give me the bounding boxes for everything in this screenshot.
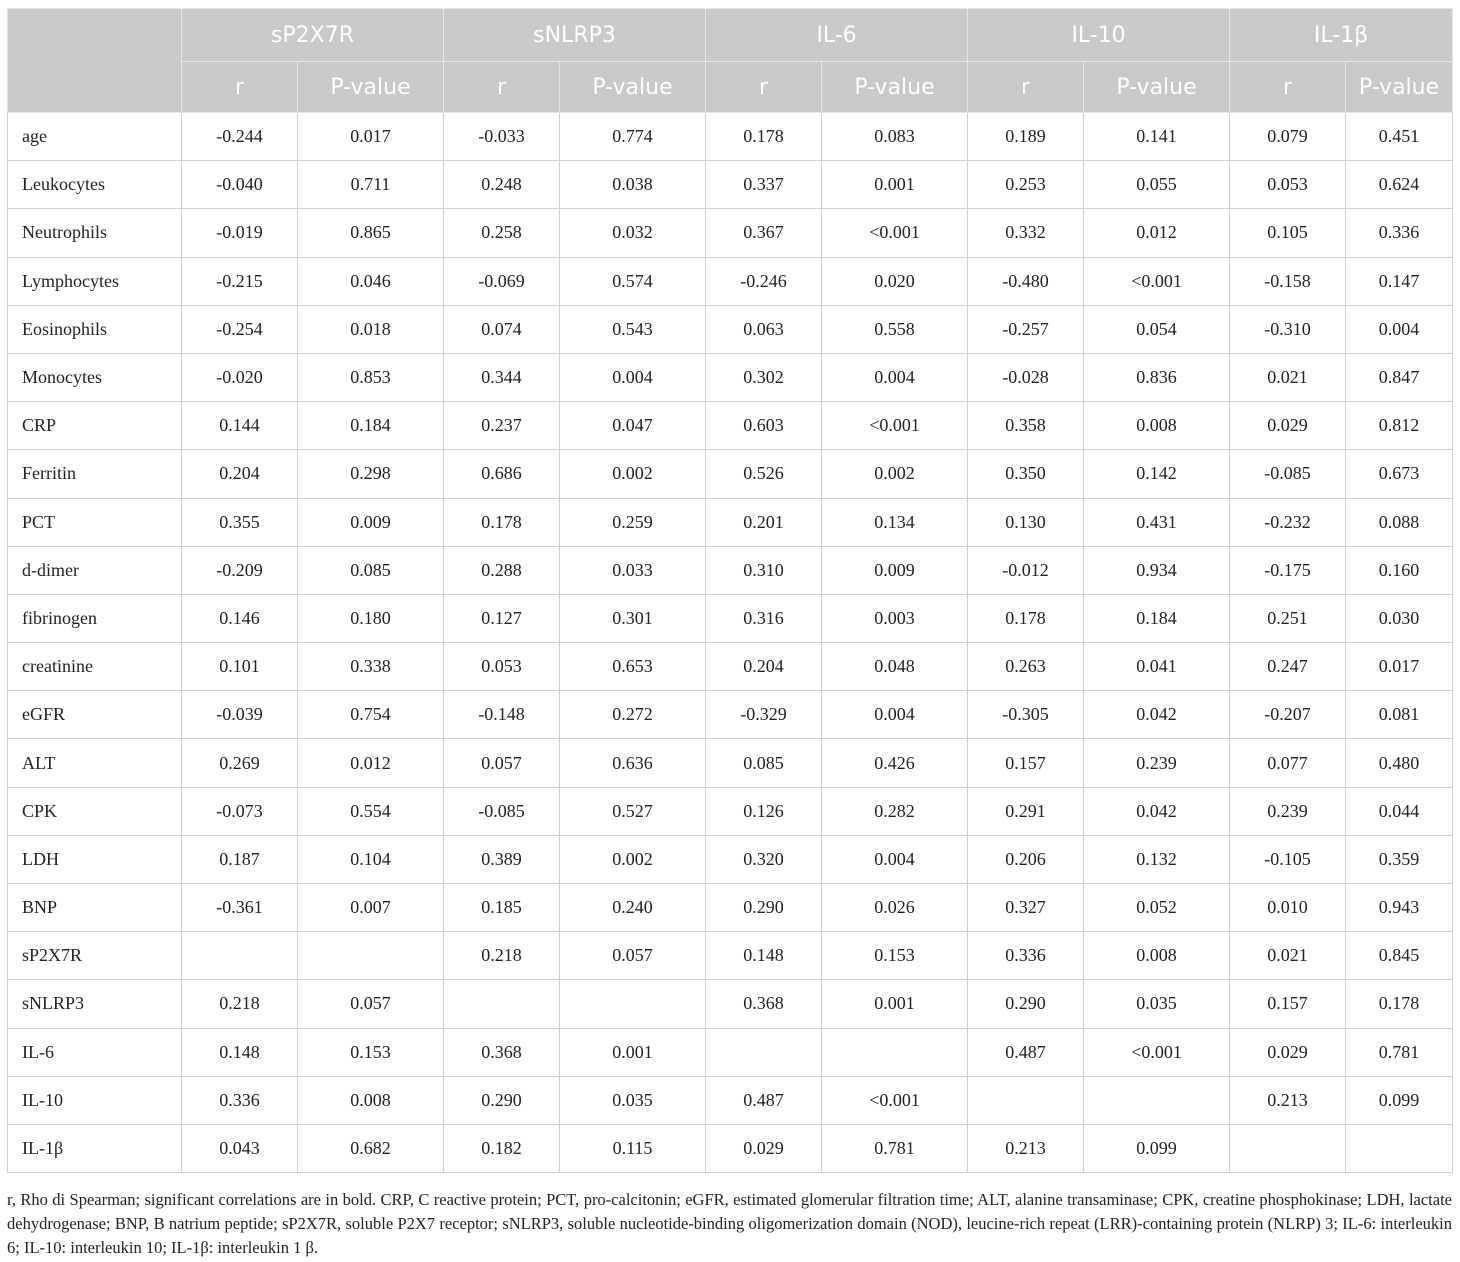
header-row-subheaders bbox=[8, 62, 1453, 113]
cell-p-value: 0.057 bbox=[560, 932, 706, 980]
cell-p-value: 0.035 bbox=[1084, 980, 1230, 1028]
subheader-r: r bbox=[182, 62, 298, 113]
cell-p-value: 0.099 bbox=[1346, 1076, 1453, 1124]
cell-p-value: 0.711 bbox=[298, 161, 444, 209]
table-row bbox=[8, 643, 1453, 691]
cell-r-value: 0.206 bbox=[968, 835, 1084, 883]
table-row bbox=[8, 594, 1453, 642]
cell-r-value: -0.254 bbox=[182, 305, 298, 353]
cell-p-value: 0.543 bbox=[560, 305, 706, 353]
cell-p-value: 0.001 bbox=[560, 1028, 706, 1076]
cell-p-value: 0.048 bbox=[822, 643, 968, 691]
cell-r-value: 0.332 bbox=[968, 209, 1084, 257]
cell-r-value: 0.105 bbox=[1230, 209, 1346, 257]
table-header bbox=[8, 9, 1453, 113]
cell-r-value: 0.021 bbox=[1230, 353, 1346, 401]
table-row bbox=[8, 884, 1453, 932]
header-group-il1b: IL-1β bbox=[1230, 9, 1453, 62]
cell-r-value: 0.389 bbox=[444, 835, 560, 883]
cell-p-value: 0.018 bbox=[298, 305, 444, 353]
cell-p-value: 0.004 bbox=[1346, 305, 1453, 353]
row-label: IL-1β bbox=[8, 1124, 182, 1172]
cell-r-value: 0.350 bbox=[968, 450, 1084, 498]
cell-r-value: -0.329 bbox=[706, 691, 822, 739]
cell-p-value: <0.001 bbox=[1084, 257, 1230, 305]
cell-p-value: 0.673 bbox=[1346, 450, 1453, 498]
cell-r-value: 0.029 bbox=[1230, 402, 1346, 450]
cell-r-value: 0.487 bbox=[706, 1076, 822, 1124]
cell-r-value: -0.020 bbox=[182, 353, 298, 401]
cell-p-value: 0.054 bbox=[1084, 305, 1230, 353]
row-label: Neutrophils bbox=[8, 209, 182, 257]
cell-r-value: 0.290 bbox=[444, 1076, 560, 1124]
table-row bbox=[8, 787, 1453, 835]
cell-p-value: 0.004 bbox=[822, 353, 968, 401]
table-row bbox=[8, 257, 1453, 305]
subheader-r: r bbox=[1230, 62, 1346, 113]
correlation-table-container bbox=[7, 8, 1452, 1173]
table-row bbox=[8, 1076, 1453, 1124]
cell-r-value: 0.053 bbox=[1230, 161, 1346, 209]
cell-p-value: 0.047 bbox=[560, 402, 706, 450]
row-label: ALT bbox=[8, 739, 182, 787]
cell-p-value: 0.480 bbox=[1346, 739, 1453, 787]
cell-p-value: 0.009 bbox=[298, 498, 444, 546]
cell-p-value: 0.132 bbox=[1084, 835, 1230, 883]
cell-p-value: 0.052 bbox=[1084, 884, 1230, 932]
subheader-r: r bbox=[706, 62, 822, 113]
cell-p-value: 0.008 bbox=[1084, 402, 1230, 450]
row-label: creatinine bbox=[8, 643, 182, 691]
cell-p-value bbox=[822, 1028, 968, 1076]
cell-r-value: 0.253 bbox=[968, 161, 1084, 209]
cell-p-value: 0.007 bbox=[298, 884, 444, 932]
cell-p-value: 0.044 bbox=[1346, 787, 1453, 835]
header-group-il6: IL-6 bbox=[706, 9, 968, 62]
cell-r-value: 0.302 bbox=[706, 353, 822, 401]
subheader-p-value: P-value bbox=[822, 62, 968, 113]
cell-r-value: 0.178 bbox=[706, 113, 822, 161]
cell-r-value: 0.290 bbox=[706, 884, 822, 932]
cell-p-value: 0.527 bbox=[560, 787, 706, 835]
cell-r-value: 0.010 bbox=[1230, 884, 1346, 932]
cell-r-value: 0.248 bbox=[444, 161, 560, 209]
cell-p-value: 0.033 bbox=[560, 546, 706, 594]
cell-r-value: 0.327 bbox=[968, 884, 1084, 932]
cell-p-value: 0.153 bbox=[822, 932, 968, 980]
cell-r-value: 0.029 bbox=[706, 1124, 822, 1172]
cell-p-value bbox=[1346, 1124, 1453, 1172]
cell-p-value: 0.624 bbox=[1346, 161, 1453, 209]
cell-p-value: 0.003 bbox=[822, 594, 968, 642]
cell-p-value: 0.781 bbox=[822, 1124, 968, 1172]
cell-p-value: 0.142 bbox=[1084, 450, 1230, 498]
cell-p-value: 0.781 bbox=[1346, 1028, 1453, 1076]
row-label: CRP bbox=[8, 402, 182, 450]
cell-p-value: 0.240 bbox=[560, 884, 706, 932]
cell-r-value: 0.290 bbox=[968, 980, 1084, 1028]
subheader-p-value: P-value bbox=[560, 62, 706, 113]
cell-p-value: 0.147 bbox=[1346, 257, 1453, 305]
row-label: d-dimer bbox=[8, 546, 182, 594]
cell-p-value: 0.574 bbox=[560, 257, 706, 305]
cell-p-value: 0.115 bbox=[560, 1124, 706, 1172]
cell-p-value: 0.282 bbox=[822, 787, 968, 835]
row-label: sNLRP3 bbox=[8, 980, 182, 1028]
cell-r-value: 0.204 bbox=[182, 450, 298, 498]
cell-r-value: 0.251 bbox=[1230, 594, 1346, 642]
cell-r-value: 0.144 bbox=[182, 402, 298, 450]
table-row bbox=[8, 113, 1453, 161]
row-label: Monocytes bbox=[8, 353, 182, 401]
cell-r-value: 0.178 bbox=[968, 594, 1084, 642]
cell-r-value: 0.258 bbox=[444, 209, 560, 257]
cell-r-value: 0.021 bbox=[1230, 932, 1346, 980]
cell-p-value: 0.160 bbox=[1346, 546, 1453, 594]
subheader-p-value: P-value bbox=[1346, 62, 1453, 113]
row-label: LDH bbox=[8, 835, 182, 883]
cell-r-value: -0.257 bbox=[968, 305, 1084, 353]
cell-p-value: 0.020 bbox=[822, 257, 968, 305]
row-label: fibrinogen bbox=[8, 594, 182, 642]
cell-r-value: 0.368 bbox=[706, 980, 822, 1028]
table-row bbox=[8, 498, 1453, 546]
subheader-p-value: P-value bbox=[1084, 62, 1230, 113]
cell-r-value: -0.033 bbox=[444, 113, 560, 161]
cell-p-value: 0.336 bbox=[1346, 209, 1453, 257]
cell-r-value: 0.157 bbox=[1230, 980, 1346, 1028]
cell-p-value: 0.239 bbox=[1084, 739, 1230, 787]
row-label: PCT bbox=[8, 498, 182, 546]
cell-p-value: 0.184 bbox=[1084, 594, 1230, 642]
correlation-table bbox=[7, 8, 1453, 1173]
cell-p-value: 0.017 bbox=[298, 113, 444, 161]
header-group-sp2x7r: sP2X7R bbox=[182, 9, 444, 62]
cell-p-value: 0.153 bbox=[298, 1028, 444, 1076]
header-group-snlrp3: sNLRP3 bbox=[444, 9, 706, 62]
table-row bbox=[8, 980, 1453, 1028]
cell-p-value: 0.836 bbox=[1084, 353, 1230, 401]
cell-r-value: 0.148 bbox=[706, 932, 822, 980]
cell-r-value bbox=[706, 1028, 822, 1076]
cell-r-value: 0.218 bbox=[182, 980, 298, 1028]
subheader-r: r bbox=[968, 62, 1084, 113]
cell-r-value: 0.344 bbox=[444, 353, 560, 401]
cell-r-value: 0.686 bbox=[444, 450, 560, 498]
cell-r-value: 0.043 bbox=[182, 1124, 298, 1172]
cell-p-value: 0.426 bbox=[822, 739, 968, 787]
cell-r-value: 0.063 bbox=[706, 305, 822, 353]
cell-r-value: 0.130 bbox=[968, 498, 1084, 546]
cell-r-value: 0.355 bbox=[182, 498, 298, 546]
cell-r-value: 0.085 bbox=[706, 739, 822, 787]
table-footnote: r, Rho di Spearman; significant correlations are in bold. CRP, C reactive protein; PCT, pro-calcitonin; eGFR, estimated glomerular filtration time; ALT, alanine transaminase; CPK, creatine phosphokinase; LDH, lactate dehydrogenase; BNP, B natrium peptide; sP2X7R, soluble P2X7 receptor; sNLRP3, soluble nucleotide-binding oligomerization domain (NOD), leucine-rich repeat (LRR)-containing protein (NLRP) 3; IL-6: interleukin 6; IL-10: interleukin 10; IL-1β: interleukin 1 β. bbox=[7, 1190, 1452, 1257]
cell-p-value: 0.259 bbox=[560, 498, 706, 546]
row-label: sP2X7R bbox=[8, 932, 182, 980]
cell-r-value: 0.239 bbox=[1230, 787, 1346, 835]
cell-r-value: 0.101 bbox=[182, 643, 298, 691]
cell-r-value: -0.209 bbox=[182, 546, 298, 594]
table-row bbox=[8, 1124, 1453, 1172]
table-row bbox=[8, 739, 1453, 787]
cell-p-value: 0.845 bbox=[1346, 932, 1453, 980]
cell-r-value bbox=[182, 932, 298, 980]
cell-p-value: 0.004 bbox=[560, 353, 706, 401]
table-body bbox=[8, 113, 1453, 1173]
cell-r-value: 0.368 bbox=[444, 1028, 560, 1076]
cell-p-value: 0.001 bbox=[822, 161, 968, 209]
cell-p-value: 0.359 bbox=[1346, 835, 1453, 883]
cell-p-value: 0.012 bbox=[298, 739, 444, 787]
cell-r-value: -0.085 bbox=[444, 787, 560, 835]
cell-p-value: 0.853 bbox=[298, 353, 444, 401]
cell-r-value: 0.213 bbox=[968, 1124, 1084, 1172]
cell-r-value: -0.085 bbox=[1230, 450, 1346, 498]
cell-r-value: 0.187 bbox=[182, 835, 298, 883]
cell-p-value: 0.055 bbox=[1084, 161, 1230, 209]
cell-r-value: 0.320 bbox=[706, 835, 822, 883]
cell-r-value: 0.204 bbox=[706, 643, 822, 691]
cell-p-value: 0.558 bbox=[822, 305, 968, 353]
cell-p-value: 0.057 bbox=[298, 980, 444, 1028]
cell-r-value: 0.237 bbox=[444, 402, 560, 450]
table-row bbox=[8, 305, 1453, 353]
cell-p-value: 0.012 bbox=[1084, 209, 1230, 257]
row-label: Leukocytes bbox=[8, 161, 182, 209]
cell-p-value: 0.301 bbox=[560, 594, 706, 642]
cell-p-value bbox=[560, 980, 706, 1028]
header-group-il10: IL-10 bbox=[968, 9, 1230, 62]
cell-r-value: -0.244 bbox=[182, 113, 298, 161]
cell-r-value: 0.148 bbox=[182, 1028, 298, 1076]
cell-r-value: -0.019 bbox=[182, 209, 298, 257]
cell-r-value: 0.201 bbox=[706, 498, 822, 546]
row-label: Ferritin bbox=[8, 450, 182, 498]
cell-r-value: 0.185 bbox=[444, 884, 560, 932]
table-row bbox=[8, 353, 1453, 401]
cell-r-value: 0.310 bbox=[706, 546, 822, 594]
cell-p-value: 0.338 bbox=[298, 643, 444, 691]
cell-p-value: 0.178 bbox=[1346, 980, 1453, 1028]
table-row bbox=[8, 835, 1453, 883]
cell-r-value: -0.480 bbox=[968, 257, 1084, 305]
cell-p-value: 0.653 bbox=[560, 643, 706, 691]
cell-r-value: 0.189 bbox=[968, 113, 1084, 161]
cell-r-value: 0.079 bbox=[1230, 113, 1346, 161]
cell-p-value: 0.451 bbox=[1346, 113, 1453, 161]
cell-r-value: 0.263 bbox=[968, 643, 1084, 691]
cell-r-value: 0.337 bbox=[706, 161, 822, 209]
table-row bbox=[8, 1028, 1453, 1076]
cell-r-value: 0.367 bbox=[706, 209, 822, 257]
cell-r-value: 0.358 bbox=[968, 402, 1084, 450]
row-label: eGFR bbox=[8, 691, 182, 739]
table-row bbox=[8, 209, 1453, 257]
row-label: BNP bbox=[8, 884, 182, 932]
row-label: age bbox=[8, 113, 182, 161]
cell-p-value: 0.035 bbox=[560, 1076, 706, 1124]
cell-r-value: 0.127 bbox=[444, 594, 560, 642]
cell-r-value: -0.039 bbox=[182, 691, 298, 739]
cell-p-value: 0.042 bbox=[1084, 787, 1230, 835]
cell-r-value: -0.158 bbox=[1230, 257, 1346, 305]
cell-r-value: 0.157 bbox=[968, 739, 1084, 787]
cell-r-value: 0.336 bbox=[182, 1076, 298, 1124]
cell-p-value: 0.934 bbox=[1084, 546, 1230, 594]
cell-r-value: 0.074 bbox=[444, 305, 560, 353]
table-row bbox=[8, 161, 1453, 209]
cell-r-value bbox=[444, 980, 560, 1028]
cell-r-value: 0.146 bbox=[182, 594, 298, 642]
table-row bbox=[8, 932, 1453, 980]
cell-r-value: 0.487 bbox=[968, 1028, 1084, 1076]
row-label: Lymphocytes bbox=[8, 257, 182, 305]
cell-p-value: 0.943 bbox=[1346, 884, 1453, 932]
cell-r-value: 0.316 bbox=[706, 594, 822, 642]
cell-p-value: 0.004 bbox=[822, 691, 968, 739]
cell-p-value: 0.812 bbox=[1346, 402, 1453, 450]
cell-r-value: 0.029 bbox=[1230, 1028, 1346, 1076]
cell-r-value: -0.073 bbox=[182, 787, 298, 835]
cell-p-value: 0.017 bbox=[1346, 643, 1453, 691]
cell-r-value: 0.526 bbox=[706, 450, 822, 498]
cell-p-value: 0.272 bbox=[560, 691, 706, 739]
table-row bbox=[8, 546, 1453, 594]
cell-p-value: 0.774 bbox=[560, 113, 706, 161]
cell-p-value: 0.009 bbox=[822, 546, 968, 594]
cell-r-value: 0.057 bbox=[444, 739, 560, 787]
cell-p-value: <0.001 bbox=[822, 1076, 968, 1124]
cell-p-value: 0.042 bbox=[1084, 691, 1230, 739]
cell-r-value: -0.361 bbox=[182, 884, 298, 932]
cell-p-value bbox=[298, 932, 444, 980]
cell-r-value: -0.040 bbox=[182, 161, 298, 209]
cell-p-value: 0.088 bbox=[1346, 498, 1453, 546]
cell-p-value: 0.847 bbox=[1346, 353, 1453, 401]
cell-p-value bbox=[1084, 1076, 1230, 1124]
cell-p-value: 0.002 bbox=[560, 450, 706, 498]
cell-p-value: 0.085 bbox=[298, 546, 444, 594]
cell-r-value bbox=[1230, 1124, 1346, 1172]
cell-p-value: 0.030 bbox=[1346, 594, 1453, 642]
cell-p-value: 0.002 bbox=[560, 835, 706, 883]
cell-p-value: 0.026 bbox=[822, 884, 968, 932]
cell-r-value: -0.175 bbox=[1230, 546, 1346, 594]
cell-p-value: 0.004 bbox=[822, 835, 968, 883]
cell-p-value: 0.134 bbox=[822, 498, 968, 546]
cell-p-value: 0.002 bbox=[822, 450, 968, 498]
cell-p-value: 0.083 bbox=[822, 113, 968, 161]
table-row bbox=[8, 402, 1453, 450]
row-label: Eosinophils bbox=[8, 305, 182, 353]
cell-r-value: -0.012 bbox=[968, 546, 1084, 594]
cell-r-value: 0.077 bbox=[1230, 739, 1346, 787]
cell-p-value: <0.001 bbox=[822, 209, 968, 257]
cell-r-value: -0.305 bbox=[968, 691, 1084, 739]
cell-r-value bbox=[968, 1076, 1084, 1124]
cell-r-value: 0.218 bbox=[444, 932, 560, 980]
cell-p-value: 0.184 bbox=[298, 402, 444, 450]
cell-p-value: 0.046 bbox=[298, 257, 444, 305]
subheader-r: r bbox=[444, 62, 560, 113]
cell-p-value: 0.554 bbox=[298, 787, 444, 835]
cell-r-value: -0.207 bbox=[1230, 691, 1346, 739]
cell-p-value: 0.141 bbox=[1084, 113, 1230, 161]
cell-p-value: 0.104 bbox=[298, 835, 444, 883]
cell-r-value: 0.126 bbox=[706, 787, 822, 835]
row-label: IL-6 bbox=[8, 1028, 182, 1076]
table-row bbox=[8, 450, 1453, 498]
cell-p-value: 0.865 bbox=[298, 209, 444, 257]
cell-r-value: -0.246 bbox=[706, 257, 822, 305]
cell-r-value: -0.148 bbox=[444, 691, 560, 739]
cell-p-value: 0.099 bbox=[1084, 1124, 1230, 1172]
cell-p-value: 0.081 bbox=[1346, 691, 1453, 739]
cell-p-value: 0.431 bbox=[1084, 498, 1230, 546]
cell-r-value: -0.232 bbox=[1230, 498, 1346, 546]
cell-r-value: 0.288 bbox=[444, 546, 560, 594]
cell-p-value: 0.636 bbox=[560, 739, 706, 787]
cell-r-value: 0.213 bbox=[1230, 1076, 1346, 1124]
row-label: IL-10 bbox=[8, 1076, 182, 1124]
cell-r-value: -0.028 bbox=[968, 353, 1084, 401]
cell-r-value: -0.105 bbox=[1230, 835, 1346, 883]
cell-r-value: 0.053 bbox=[444, 643, 560, 691]
cell-p-value: 0.682 bbox=[298, 1124, 444, 1172]
cell-p-value: 0.008 bbox=[1084, 932, 1230, 980]
cell-p-value: 0.298 bbox=[298, 450, 444, 498]
cell-p-value: 0.041 bbox=[1084, 643, 1230, 691]
cell-r-value: 0.269 bbox=[182, 739, 298, 787]
cell-p-value: <0.001 bbox=[1084, 1028, 1230, 1076]
table-row bbox=[8, 691, 1453, 739]
cell-p-value: <0.001 bbox=[822, 402, 968, 450]
cell-r-value: 0.182 bbox=[444, 1124, 560, 1172]
cell-r-value: 0.178 bbox=[444, 498, 560, 546]
header-corner bbox=[8, 9, 182, 113]
cell-r-value: -0.069 bbox=[444, 257, 560, 305]
cell-p-value: 0.754 bbox=[298, 691, 444, 739]
subheader-p-value: P-value bbox=[298, 62, 444, 113]
row-label: CPK bbox=[8, 787, 182, 835]
cell-p-value: 0.180 bbox=[298, 594, 444, 642]
header-row-groups bbox=[8, 9, 1453, 62]
cell-r-value: 0.603 bbox=[706, 402, 822, 450]
cell-r-value: 0.247 bbox=[1230, 643, 1346, 691]
cell-r-value: 0.336 bbox=[968, 932, 1084, 980]
cell-p-value: 0.038 bbox=[560, 161, 706, 209]
cell-p-value: 0.008 bbox=[298, 1076, 444, 1124]
cell-r-value: 0.291 bbox=[968, 787, 1084, 835]
cell-r-value: -0.310 bbox=[1230, 305, 1346, 353]
cell-r-value: -0.215 bbox=[182, 257, 298, 305]
cell-p-value: 0.001 bbox=[822, 980, 968, 1028]
cell-p-value: 0.032 bbox=[560, 209, 706, 257]
